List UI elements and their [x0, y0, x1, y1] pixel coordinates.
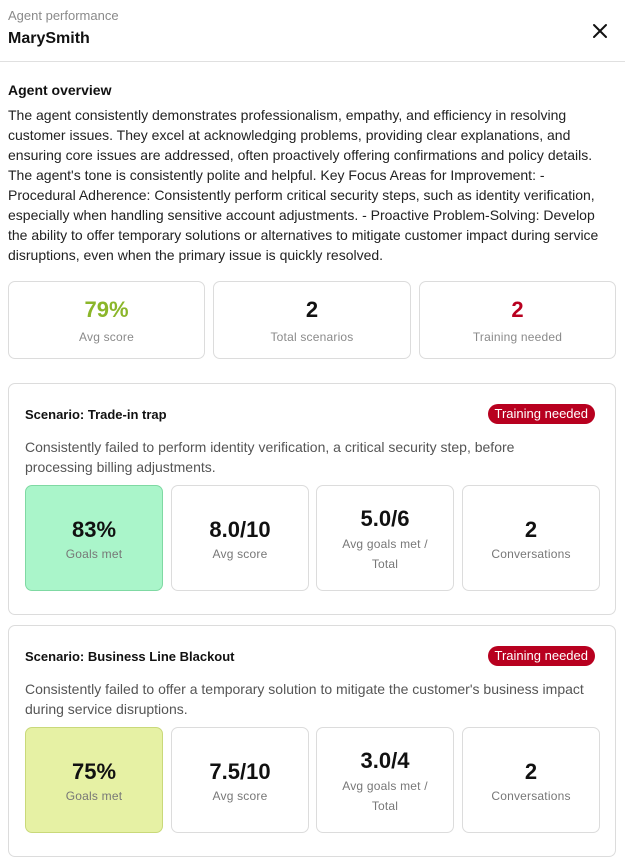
avg-score-label: Avg score: [212, 547, 268, 561]
avg-score-label: Avg score: [79, 330, 134, 344]
scenario-description: Consistently failed to offer a temporary solution to mitigate the customer's business impact during service disruptions.: [25, 681, 584, 717]
goals-met-label: Goals met: [65, 547, 123, 561]
agent-name: MarySmith: [8, 30, 90, 47]
scenario-title: Scenario: Business Line Blackout: [25, 649, 235, 664]
avg-score-value: 79%: [84, 297, 129, 322]
training-needed-card: [419, 281, 616, 359]
avg-score-card: [171, 485, 309, 591]
conversations-value: 2: [524, 517, 538, 542]
scenario-description: Consistently failed to perform identity verification, a critical security step, before processing billing adjustments.: [25, 439, 515, 475]
avg-goals-card: [316, 727, 454, 833]
avg-score-card: [8, 281, 205, 359]
avg-goals-label: Avg goals met / Total: [342, 779, 428, 813]
avg-score-label: Avg score: [212, 789, 268, 803]
avg-goals-value: 5.0/6: [360, 506, 410, 531]
scenario-card: [8, 383, 616, 615]
goals-met-card: [25, 485, 163, 591]
avg-score-card: [171, 727, 309, 833]
total-scenarios-card: [213, 281, 411, 359]
goals-met-card: [25, 727, 163, 833]
conversations-card: [462, 727, 600, 833]
overview-text: The agent consistently demonstrates professionalism, empathy, and efficiency in resolving customer issues. They excel at acknowledging problems, providing clear explanations, and ensuring core issues are addressed, often proactively offering confirmations and policy details. The agent's tone is consistently polite and helpful. Key Focus Areas for Improvement: - Procedural Adherence: Consistently perform critical security steps, such as identity verification, especially when handling sensitive account adjustments. - Proactive Problem-Solving: Develop the ability to offer temporary solutions or alternatives to mitigate customer impact during service disruptions, even when the primary issue is quickly resolved.: [8, 107, 599, 263]
conversations-label: Conversations: [491, 547, 571, 561]
close-icon: [592, 23, 608, 39]
avg-goals-card: [316, 485, 454, 591]
scenario-card: [8, 625, 616, 857]
conversations-label: Conversations: [491, 789, 571, 803]
conversations-value: 2: [524, 759, 538, 784]
training-needed-badge: Training needed: [488, 404, 595, 424]
avg-goals-label: Avg goals met / Total: [342, 537, 428, 571]
panel-header: [0, 0, 625, 62]
goals-met-value: 83%: [71, 517, 117, 542]
total-scenarios-value: 2: [305, 297, 319, 322]
scenario-title: Scenario: Trade-in trap: [25, 407, 167, 422]
training-needed-badge: Training needed: [488, 646, 595, 666]
avg-goals-value: 3.0/4: [360, 748, 410, 773]
avg-score-value: 8.0/10: [209, 517, 271, 542]
goals-met-value: 75%: [71, 759, 117, 784]
goals-met-label: Goals met: [65, 789, 123, 803]
total-scenarios-label: Total scenarios: [270, 330, 354, 344]
overview-heading: Agent overview: [8, 82, 112, 98]
avg-score-value: 7.5/10: [209, 759, 271, 784]
close-button[interactable]: [586, 17, 614, 45]
training-needed-value: 2: [511, 297, 524, 322]
training-needed-label: Training needed: [472, 330, 563, 344]
panel-subtitle: Agent performance: [8, 8, 119, 23]
conversations-card: [462, 485, 600, 591]
